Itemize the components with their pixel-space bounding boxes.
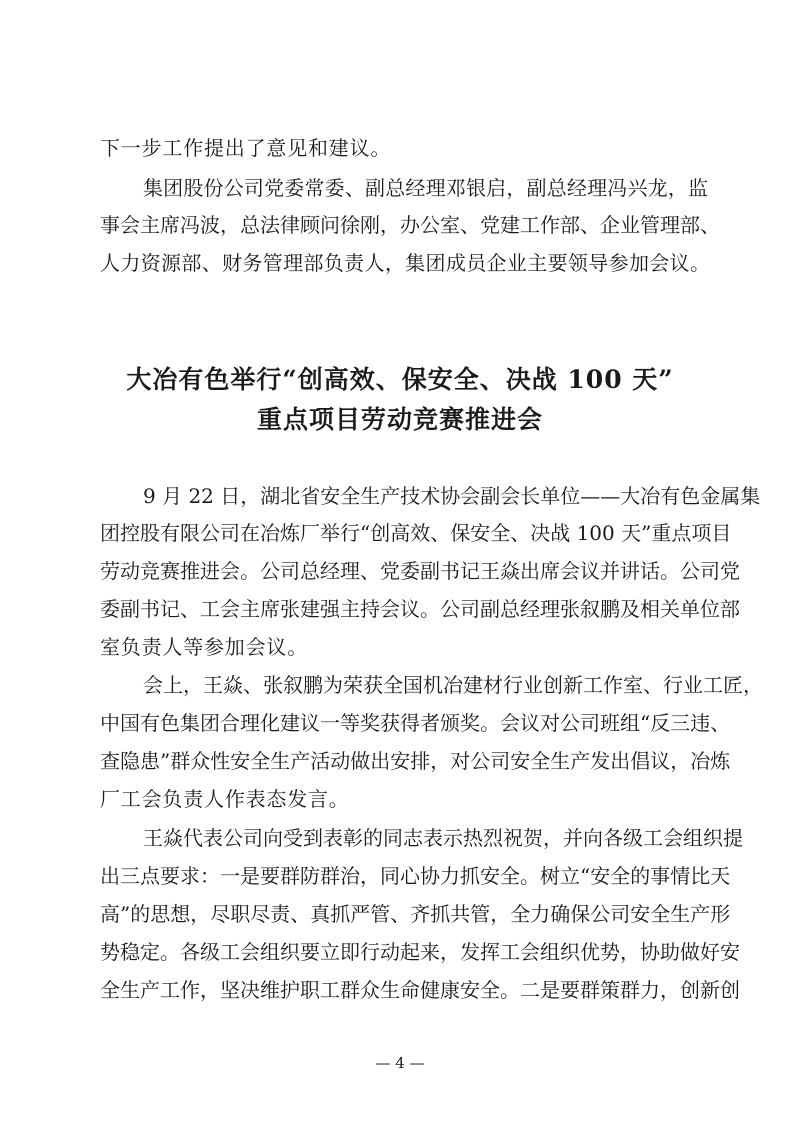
paragraph-line: 出三点要求：一是要群防群治，同心协力抓安全。树立“安全的事情比天 [100, 864, 731, 888]
page-number: — 4 — [375, 1054, 425, 1072]
paragraph-line: 集团股份公司党委常委、副总经理邓银启，副总经理冯兴龙，监 [143, 176, 708, 200]
paragraph-line: 势稳定。各级工会组织要立即行动起来，发挥工会组织优势，协助做好安 [100, 940, 740, 964]
paragraph-line: 厂工会负责人作表态发言。 [100, 787, 350, 811]
paragraph-line: 事会主席冯波，总法律顾问徐刚，办公室、党建工作部、企业管理部、 [100, 213, 720, 237]
paragraph-line: 人力资源部、财务管理部负责人，集团成员企业主要领导参加会议。 [100, 251, 710, 275]
article-title-line-2: 重点项目劳动竞赛推进会 [256, 405, 543, 434]
paragraph-line: 委副书记、工会主席张建强主持会议。公司副总经理张叙鹏及相关单位部 [100, 597, 740, 621]
paragraph-line: 王焱代表公司向受到表彰的同志表示热烈祝贺，并向各级工会组织提 [143, 826, 743, 850]
paragraph-line: 中国有色集团合理化建议一等奖获得者颁奖。会议对公司班组“反三违、 [100, 711, 731, 735]
paragraph-line: 劳动竞赛推进会。公司总经理、党委副书记王焱出席会议并讲话。公司党 [100, 559, 740, 583]
paragraph-line: 团控股有限公司在冶炼厂举行“创高效、保安全、决战 100 天”重点项目 [100, 521, 732, 545]
paragraph-line: 室负责人等参加会议。 [100, 635, 308, 659]
paragraph-line: 高”的思想，尽职尽责、真抓严管、齐抓共管，全力确保公司安全生产形 [100, 902, 731, 926]
paragraph-line: 查隐患”群众性安全生产活动做出安排，对公司安全生产发出倡议，冶炼 [100, 749, 731, 773]
article-title-line-1: 大冶有色举行“创高效、保安全、决战 100 天” [126, 365, 674, 394]
paragraph-line: 9 月 22 日，湖北省安全生产技术协会副会长单位——大冶有色金属集 [143, 484, 761, 508]
paragraph-line: 全生产工作，坚决维护职工群众生命健康安全。二是要群策群力，创新创 [100, 978, 740, 1002]
paragraph-line: 下一步工作提出了意见和建议。 [100, 136, 392, 160]
paragraph-line: 会上，王焱、张叙鹏为荣获全国机冶建材行业创新工作室、行业工匠， [143, 673, 763, 697]
